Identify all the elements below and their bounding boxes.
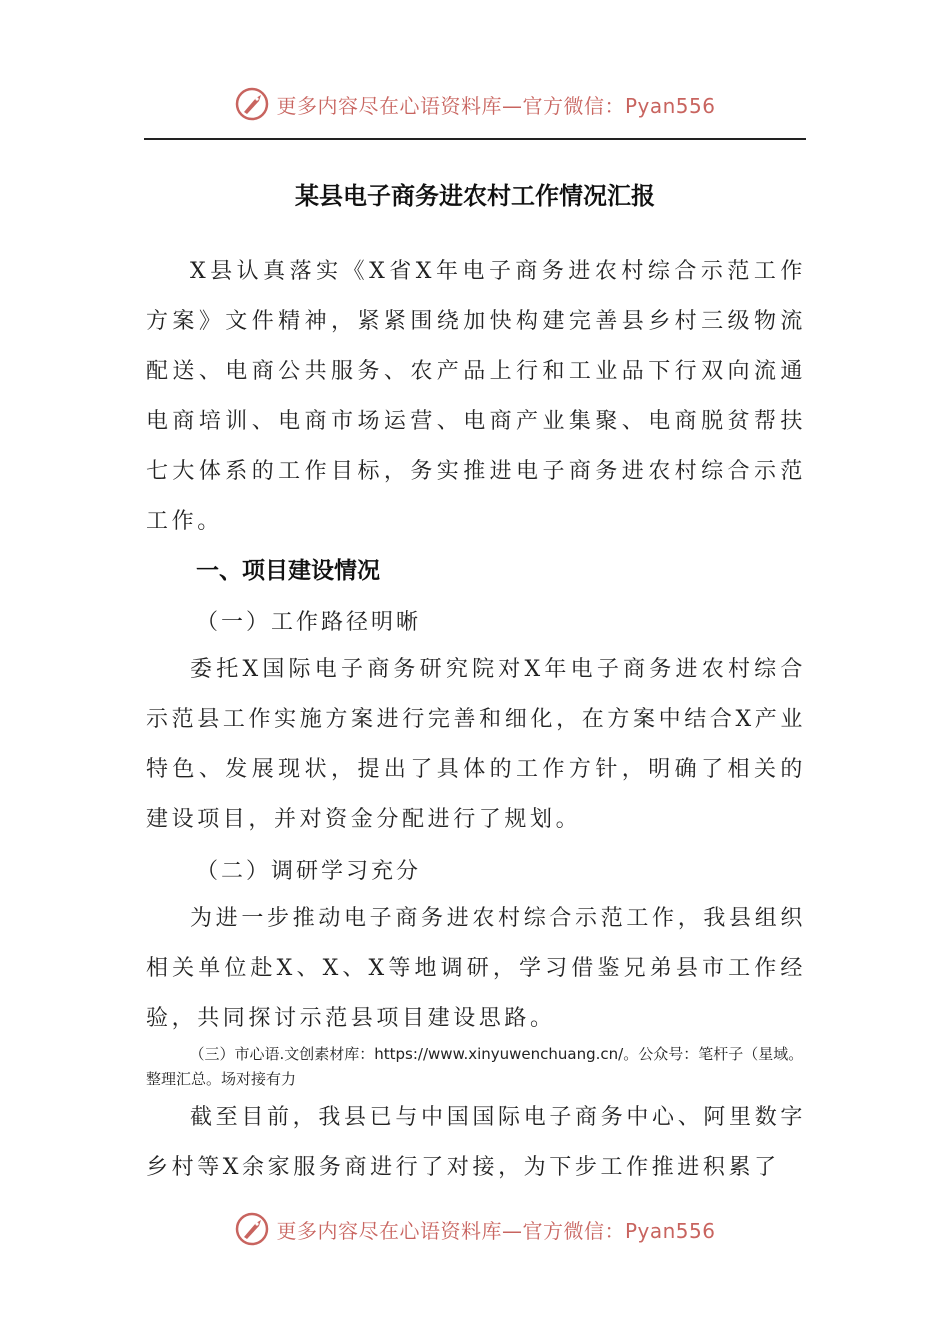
subsection-3-inserted-line: （三）市心语.文创素材库：https://www.xinyuwenchuang.cn/。公众号：笔杆子（星域。整理汇总。场对接有力 — [146, 1045, 804, 1088]
watermark-text: 更多内容尽在心语资料库—官方微信：Pyan556 — [276, 93, 716, 118]
section-heading-1: 一、项目建设情况 — [196, 558, 380, 584]
intro-paragraph: X县认真落实《X省X年电子商务进农村综合示范工作方案》文件精神，紧紧围绕加快构建完善县乡村三级物流配送、电商公共服务、农产品上行和工业品下行双向流通电商培训、电商市场运营、电商产业集聚、电商脱贫帮扶七大体系的工作目标，务实推进电子商务进农村综合示范工作。 — [146, 259, 806, 534]
pen-nib-circle-icon — [234, 1211, 270, 1247]
watermark-header — [0, 84, 950, 124]
subsection-heading-1: （一）工作路径明晰 — [196, 610, 422, 635]
subsection-2-paragraph: 为进一步推动电子商务进农村综合示范工作，我县组织相关单位赴X、X、X等地调研，学习借鉴兄弟县市工作经验，共同探讨示范县项目建设思路。 — [146, 906, 806, 1031]
watermark-text: 更多内容尽在心语资料库—官方微信：Pyan556 — [276, 1218, 716, 1243]
watermark-footer — [0, 1209, 950, 1249]
subsection-3-paragraph: 截至目前，我县已与中国国际电子商务中心、阿里数字乡村等X余家服务商进行了对接，为下步工作推进积累了 — [146, 1105, 806, 1180]
pen-nib-circle-icon — [234, 86, 270, 122]
header-divider — [144, 138, 806, 140]
subsection-heading-2: （二）调研学习充分 — [196, 859, 422, 884]
document-title: 某县电子商务进农村工作情况汇报 — [295, 181, 655, 210]
subsection-1-paragraph: 委托X国际电子商务研究院对X年电子商务进农村综合示范县工作实施方案进行完善和细化，在方案中结合X产业特色、发展现状，提出了具体的工作方针，明确了相关的建设项目，并对资金分配进行了规划。 — [146, 657, 806, 832]
